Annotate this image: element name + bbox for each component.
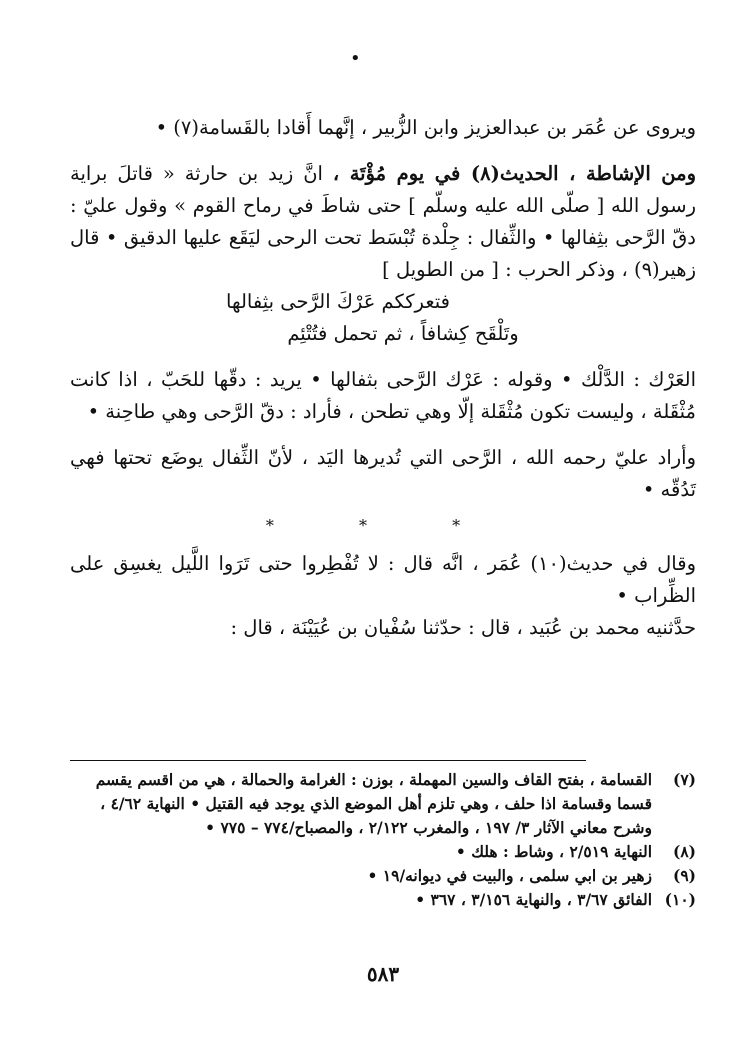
verse-line-2: وتَلْقَح كِشافاً ، ثم تحمل فتُتْئِم bbox=[287, 322, 519, 345]
footnote bbox=[70, 888, 696, 912]
footnote-text: زهير بن ابي سلمى ، والبيت في ديوانه/١٩ • bbox=[367, 866, 652, 885]
footnote bbox=[70, 840, 696, 864]
footnote-text: النهاية ٢/٥١٩ ، وشاط : هلك • bbox=[455, 842, 652, 861]
footnote-separator bbox=[70, 760, 586, 761]
top-mark: • bbox=[350, 48, 361, 69]
document-page bbox=[70, 0, 696, 1062]
footnote-number: (١٠) bbox=[664, 890, 696, 909]
paragraph-2-lead: ومن الإشاطة ، الحديث(٨) في يوم مُؤْتَة ، bbox=[332, 162, 696, 185]
section-divider-stars: * * * bbox=[265, 516, 501, 535]
paragraph-5: وقال في حديث(١٠) عُمَر ، انَّه قال : لا تُفْطِروا حتى تَرَوا اللَّيل يغسِق على الظِّراب • bbox=[70, 552, 696, 607]
paragraph-6: حدَّثنيه محمد بن عُبَيد ، قال : حدّثنا سُفْيان بن عُيَيْنَة ، قال : bbox=[230, 616, 696, 639]
footnote-number: (٧) bbox=[672, 770, 696, 789]
paragraph-1: ويروى عن عُمَر بن عبدالعزيز وابن الزُّبير ، إنَّهما أَقادا بالقَسامة(٧) • bbox=[155, 116, 696, 139]
footnote-text: القسامة ، بفتح القاف والسين المهملة ، بوزن : الغرامة والحمالة ، هي من اقسم يقسم قسما وقسامة اذا حلف ، وهي تلزم أهل الموضع الذي يوجد فيه القتيل • النهاية ٤/٦٢ ، وشرح معاني الآثار ٣/ ١٩٧ ، والمغرب ٢/١٢٢ ، والمصباح/٧٧٤ – ٧٧٥ • bbox=[95, 770, 652, 837]
paragraph-2-body: انَّ زيد بن حارثة « قاتلَ براية رسول الله [ صلّى الله عليه وسلّم ] حتى شاطَ في رماح القوم » وقول عليّ : دقّ الرَّحى بثِفالها • والثِّفال : جِلْدة تُبْسَط تحت الرحى ليَقَع عليها الدقيق • قال زهير(٩) ، وذكر الحرب : [ من الطويل ] bbox=[70, 162, 696, 281]
footnote-number: (٩) bbox=[672, 866, 696, 885]
footnotes bbox=[70, 768, 696, 912]
page-number: ٥٨٣ bbox=[366, 962, 400, 986]
paragraph-3: العَرْك : الدَّلْك • وقوله : عَرْك الرَّحى بثفالها • يريد : دقّها للحَبّ ، اذا كانت مُثْقَلة ، وليست تكون مُثْقَلة إلّا وهي تطحن ، فأراد : دقّ الرَّحى وهي طاحِنة • bbox=[70, 368, 696, 423]
paragraph-2 bbox=[70, 158, 696, 286]
verse-line-1: فتعرككم عَرْكَ الرَّحى بثِفالها bbox=[226, 290, 450, 313]
paragraph-4: وأراد عليّ رحمه الله ، الرَّحى التي تُديرها اليَد ، لأنّ الثِّفال يوضَع تحتها فهي تَدُقّه • bbox=[70, 446, 696, 501]
footnote-text: الفائق ٣/٦٧ ، والنهاية ٣/١٥٦ ، ٣٦٧ • bbox=[415, 890, 652, 909]
footnote-number: (٨) bbox=[672, 842, 696, 861]
footnote bbox=[70, 864, 696, 888]
footnote bbox=[70, 768, 696, 840]
main-text bbox=[70, 112, 696, 644]
